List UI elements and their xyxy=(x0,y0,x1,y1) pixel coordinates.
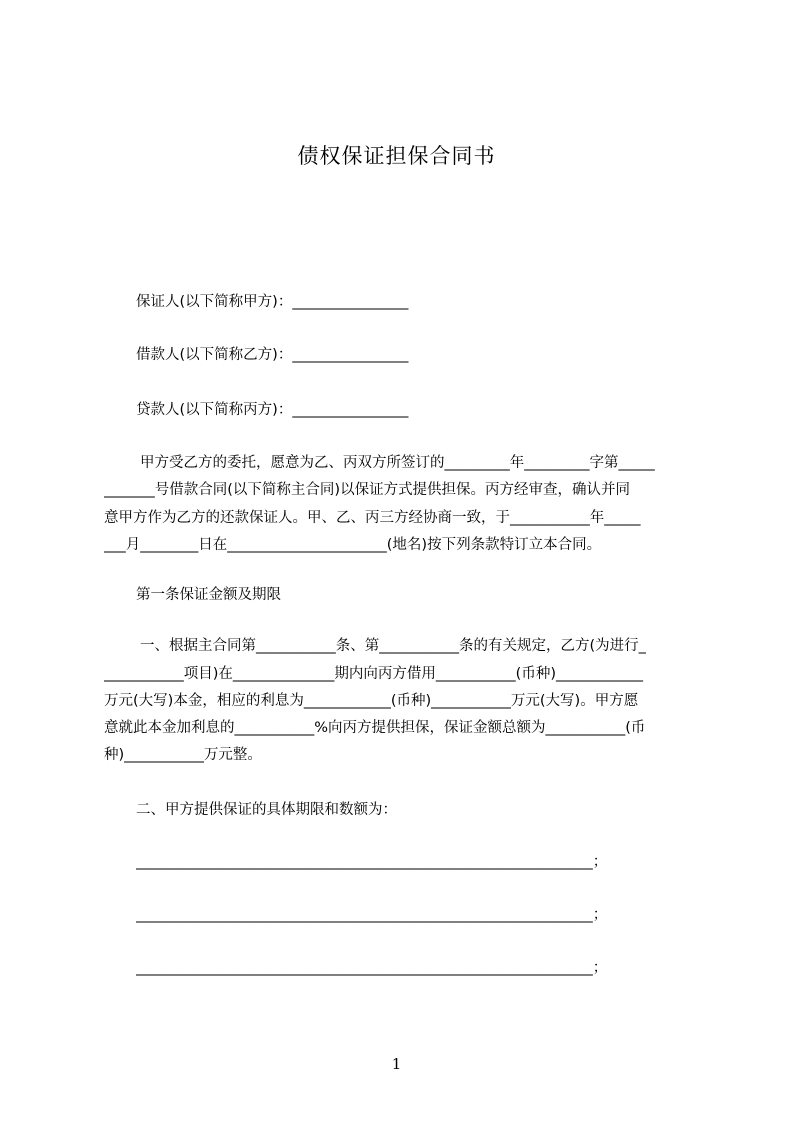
preamble-line-3: 意甲方作为乙方的还款保证人。甲、乙、丙三方经协商一致，于___________年_____ xyxy=(104,510,641,526)
clause-2-heading: 二、甲方提供保证的具体期限和数额为： xyxy=(136,802,397,818)
article-1-heading: 第一条保证金额及期限 xyxy=(136,587,281,603)
document-title: 债权保证担保合同书 xyxy=(297,144,496,168)
clause-1-line-3: 万元(大写)本金，相应的利息为____________(币种)___________万元(大写)。甲方愿 xyxy=(104,693,639,709)
page-number: 1 xyxy=(391,1055,402,1073)
preamble-line-4: ___月________日在______________________(地名)按下列条款特订立本合同。 xyxy=(104,537,602,553)
clause-1-line-1: 一、根据主合同第___________条、第___________条的有关规定，乙方(为进行_ xyxy=(140,638,646,654)
blank-line-2: _______________________________________________________________； xyxy=(136,907,608,923)
blank-line-3: _______________________________________________________________； xyxy=(136,960,608,976)
party-guarantor: 保证人(以下简称甲方)：________________ xyxy=(136,294,409,310)
party-lender: 贷款人(以下简称丙方)：________________ xyxy=(136,402,409,418)
clause-1-line-4: 意就此本金加利息的___________%向丙方提供担保，保证金额总额为___________(币 xyxy=(104,720,646,736)
preamble-line-1: 甲方受乙方的委托，愿意为乙、丙双方所签订的_________年_________字第_____ xyxy=(140,455,655,471)
blank-line-1: _______________________________________________________________； xyxy=(136,854,608,870)
party-borrower: 借款人(以下简称乙方)：________________ xyxy=(136,347,409,363)
preamble-line-2: _______号借款合同(以下简称主合同)以保证方式提供担保。丙方经审查，确认并同 xyxy=(104,482,631,498)
clause-1-line-2: ___________项目)在______________期内向丙方借用___________(币种)____________ xyxy=(104,666,643,682)
clause-1-line-5: 种)___________万元整。 xyxy=(104,747,262,763)
